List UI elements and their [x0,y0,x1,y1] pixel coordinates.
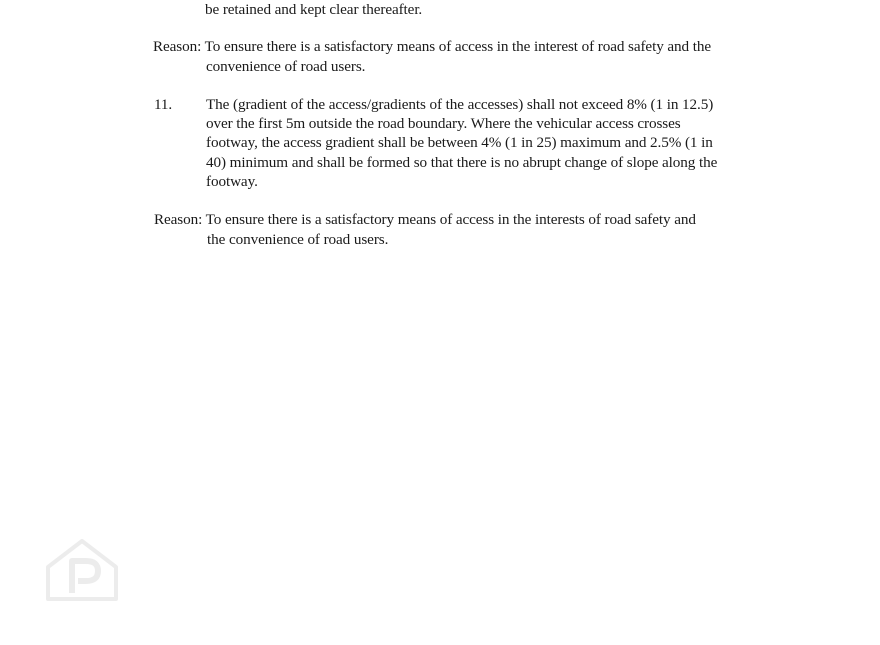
reason-1-line-1: Reason: To ensure there is a satisfactory means of access in the interest of road safety and the [153,38,711,55]
condition-11-number: 11. [154,96,173,113]
reason-1-line-2: convenience of road users. [206,58,366,75]
continuation-text: be retained and kept clear thereafter. [205,1,423,18]
condition-11-line-1: The (gradient of the access/gradients of the accesses) shall not exceed 8% (1 in 12.5) [206,96,714,113]
reason-2-line-1: Reason: To ensure there is a satisfactory means of access in the interests of road safety and [154,211,696,228]
condition-11-line-2: over the first 5m outside the road boundary. Where the vehicular access crosses [206,115,681,132]
reason-2-line-2: the convenience of road users. [207,231,389,248]
house-p-logo-icon [44,537,120,603]
condition-11-line-4: 40) minimum and shall be formed so that there is no abrupt change of slope along the [206,154,718,171]
condition-11-line-3: footway, the access gradient shall be between 4% (1 in 25) maximum and 2.5% (1 in [206,134,713,151]
condition-11-line-5: footway. [206,173,258,190]
